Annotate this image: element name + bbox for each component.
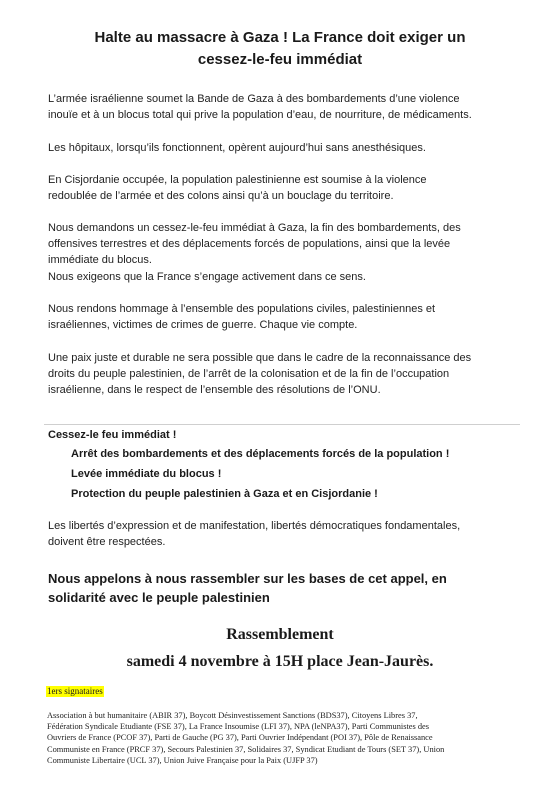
paragraph-line: immédiate du blocus. — [48, 254, 152, 267]
page-title — [40, 27, 520, 71]
paragraph-line: droits du peuple palestinien, de l’arrêt de la colonisation et de la fin de l’occupation — [48, 368, 450, 381]
paragraph-hommage — [48, 301, 528, 333]
signatories-line: Communiste Libertaire (UCL 37), Union Juive Française pour la Paix (UJFP 37) — [47, 755, 318, 765]
demands-heading: Cessez-le feu immédiat ! — [48, 429, 177, 441]
paragraph-demandes — [48, 220, 528, 285]
paragraph-line: offensives terrestres et des déplacements forcés de populations, ainsi que la levée — [48, 238, 451, 251]
paragraph-line: doivent être respectées. — [48, 536, 166, 549]
signatories-line: Communiste en France (PRCF 37), Secours Palestinien 37, Solidaires 37, Syndicat Etudiant de Tours (SET 37), Union — [47, 744, 445, 754]
paragraph-line: israélienne, dans le respect de l’ensemble des résolutions de l’ONU. — [48, 384, 381, 397]
paragraph-line: redoublée de l’armée et des colons ainsi qu’à un bouclage du territoire. — [48, 190, 394, 203]
paragraph-line: Nous exigeons que la France s’engage activement dans ce sens. — [48, 270, 366, 283]
demand-item: Arrêt des bombardements et des déplacements forcés de la population ! — [71, 448, 450, 460]
paragraph-line: Nous rendons hommage à l’ensemble des populations civiles, palestiniennes et — [48, 303, 436, 315]
gathering-date: samedi 4 novembre à 15H place Jean-Jaurès. — [126, 653, 434, 670]
paragraph-cisjordanie — [48, 172, 528, 204]
paragraph-line: En Cisjordanie occupée, la population palestinienne est soumise à la violence — [48, 174, 427, 186]
paragraph-line: inouïe et à un blocus total qui prive la population d’eau, de nourriture, de médicaments. — [48, 109, 472, 122]
appeal-line: solidarité avec le peuple palestinien — [48, 590, 270, 605]
signatories-label: 1ers signataires — [47, 686, 103, 696]
paragraph-line: Les hôpitaux, lorsqu’ils fonctionnent, opèrent aujourd’hui sans anesthésiques. — [48, 142, 426, 154]
paragraph-line: Les libertés d’expression et de manifestation, libertés démocratiques fondamentales, — [48, 520, 461, 532]
paragraph-line: Une paix juste et durable ne sera possible que dans le cadre de la reconnaissance des — [48, 352, 472, 364]
appeal-line: Nous appelons à nous rassembler sur les bases de cet appel, en — [48, 571, 447, 586]
paragraph-libertes — [48, 518, 528, 550]
gathering-title: Rassemblement — [226, 626, 334, 643]
paragraph-line: Nous demandons un cessez-le-feu immédiat à Gaza, la fin des bombardements, des — [48, 222, 461, 234]
paragraph-bombardements — [48, 91, 528, 123]
demand-item: Protection du peuple palestinien à Gaza et en Cisjordanie ! — [71, 488, 378, 500]
paragraph-line: israéliennes, victimes de crimes de guerre. Chaque vie compte. — [48, 319, 358, 332]
section-divider — [44, 424, 520, 425]
paragraph-paix — [48, 350, 528, 399]
title-line: Halte au massacre à Gaza ! La France doit exiger un — [94, 29, 466, 46]
signatories-line: Fédération Syndicale Etudiante (FSE 37), La France Insoumise (LFI 37), NPA (leNPA37), Parti Communistes des — [47, 722, 430, 732]
signatories-list — [47, 710, 525, 766]
paragraph-line: L’armée israélienne soumet la Bande de Gaza à des bombardements d’une violence — [48, 93, 460, 105]
title-line: cessez-le-feu immédiat — [197, 51, 363, 68]
signatories-line: Ouvriers de France (PCOF 37), Parti de Gauche (PG 37), Parti Ouvrier Indépendant (POI 37), Pôle de Renaissance — [47, 733, 433, 743]
signatories-line: Association à but humanitaire (ABIR 37), Boycott Désinvestissement Sanctions (BDS37), Citoyens Libres 37, — [47, 711, 418, 720]
demand-item: Levée immédiate du blocus ! — [71, 468, 222, 480]
appeal-text — [48, 569, 528, 607]
paragraph-hopitaux — [48, 140, 528, 156]
